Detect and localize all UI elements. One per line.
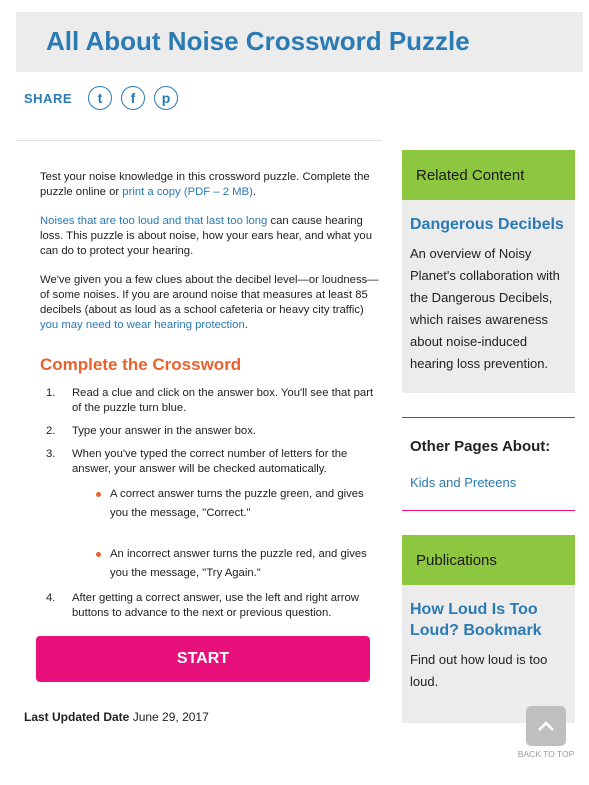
last-updated (24, 710, 209, 724)
facebook-icon[interactable]: f (121, 86, 145, 110)
result-bullets (72, 485, 380, 583)
too-loud-link[interactable]: Noises that are too loud and that last too long (40, 215, 268, 227)
list-item: 1. Read a clue and click on the answer box. You'll see that part of the puzzle turn blue. (46, 387, 374, 414)
list-item: An incorrect answer turns the puzzle red, and gives you the message, "Try Again." (110, 545, 380, 583)
related-content-heading: Related Content (402, 150, 575, 200)
other-pages-heading: Other Pages About: (410, 438, 551, 455)
bookmark-desc: Find out how loud is too loud. (410, 652, 548, 689)
last-updated-label: Last Updated Date (24, 710, 130, 724)
share-label: SHARE (24, 90, 73, 106)
publications-heading: Publications (402, 535, 575, 585)
back-to-top-button[interactable] (526, 706, 566, 746)
share-bar (24, 86, 187, 110)
dangerous-decibels-desc: An overview of Noisy Planet's collaboration with the Dangerous Decibels, which raises awareness about noise-induced hearing loss prevention. (410, 246, 560, 371)
start-button[interactable]: START (36, 636, 370, 682)
divider (16, 140, 382, 141)
decibel-paragraph: We've given you a few clues about the decibel level—or loudness—of some noises. If you are around noise that measures at least 85 decibels (about as loud as a school cafeteria or heavy city traffic) you may need to wear hearing protection. (40, 274, 379, 331)
intro-paragraph: Test your noise knowledge in this crossword puzzle. Complete the puzzle online or print a copy (PDF – 2 MB). (40, 171, 370, 198)
pinterest-icon[interactable]: p (154, 86, 178, 110)
dangerous-decibels-link[interactable]: Dangerous Decibels (410, 216, 564, 233)
sidebar (402, 150, 575, 723)
steps-list (40, 386, 380, 621)
bullet-icon (96, 552, 101, 557)
noise-paragraph: Noises that are too loud and that last too long can cause hearing loss. This puzzle is about noise, how your ears hear, and what you can do to protect your hearing. (40, 215, 372, 257)
page-title: All About Noise Crossword Puzzle (46, 26, 470, 56)
bookmark-link[interactable]: How Loud Is Too Loud? Bookmark (410, 601, 542, 639)
publications-panel (402, 585, 575, 723)
crossword-heading: Complete the Crossword (40, 355, 242, 374)
main-content (40, 170, 380, 629)
related-content-panel (402, 200, 575, 393)
kids-preteens-link[interactable]: Kids and Preteens (410, 475, 517, 490)
chevron-up-icon (537, 720, 555, 732)
back-to-top-label: BACK TO TOP (517, 749, 575, 759)
list-item: 2. Type your answer in the answer box. (46, 425, 256, 437)
page-header (16, 12, 583, 72)
list-item: 4. After getting a correct answer, use the left and right arrow buttons to advance to the next or previous question. (46, 592, 359, 619)
last-updated-date: June 29, 2017 (132, 710, 209, 724)
list-item: 3. When you've typed the correct number of letters for the answer, your answer will be checked automatically. A correct answer turns the puzzle green, and gives you the message, "Correct." An incorrect answer turns the puzzle red, and gives you the message, "Try Again." (40, 447, 380, 583)
hearing-protection-link[interactable]: you may need to wear hearing protection (40, 319, 245, 331)
list-item: A correct answer turns the puzzle green, and gives you the message, "Correct." (110, 485, 380, 523)
bullet-icon (96, 492, 101, 497)
print-copy-link[interactable]: print a copy (PDF – 2 MB) (122, 186, 253, 198)
twitter-icon[interactable]: t (88, 86, 112, 110)
